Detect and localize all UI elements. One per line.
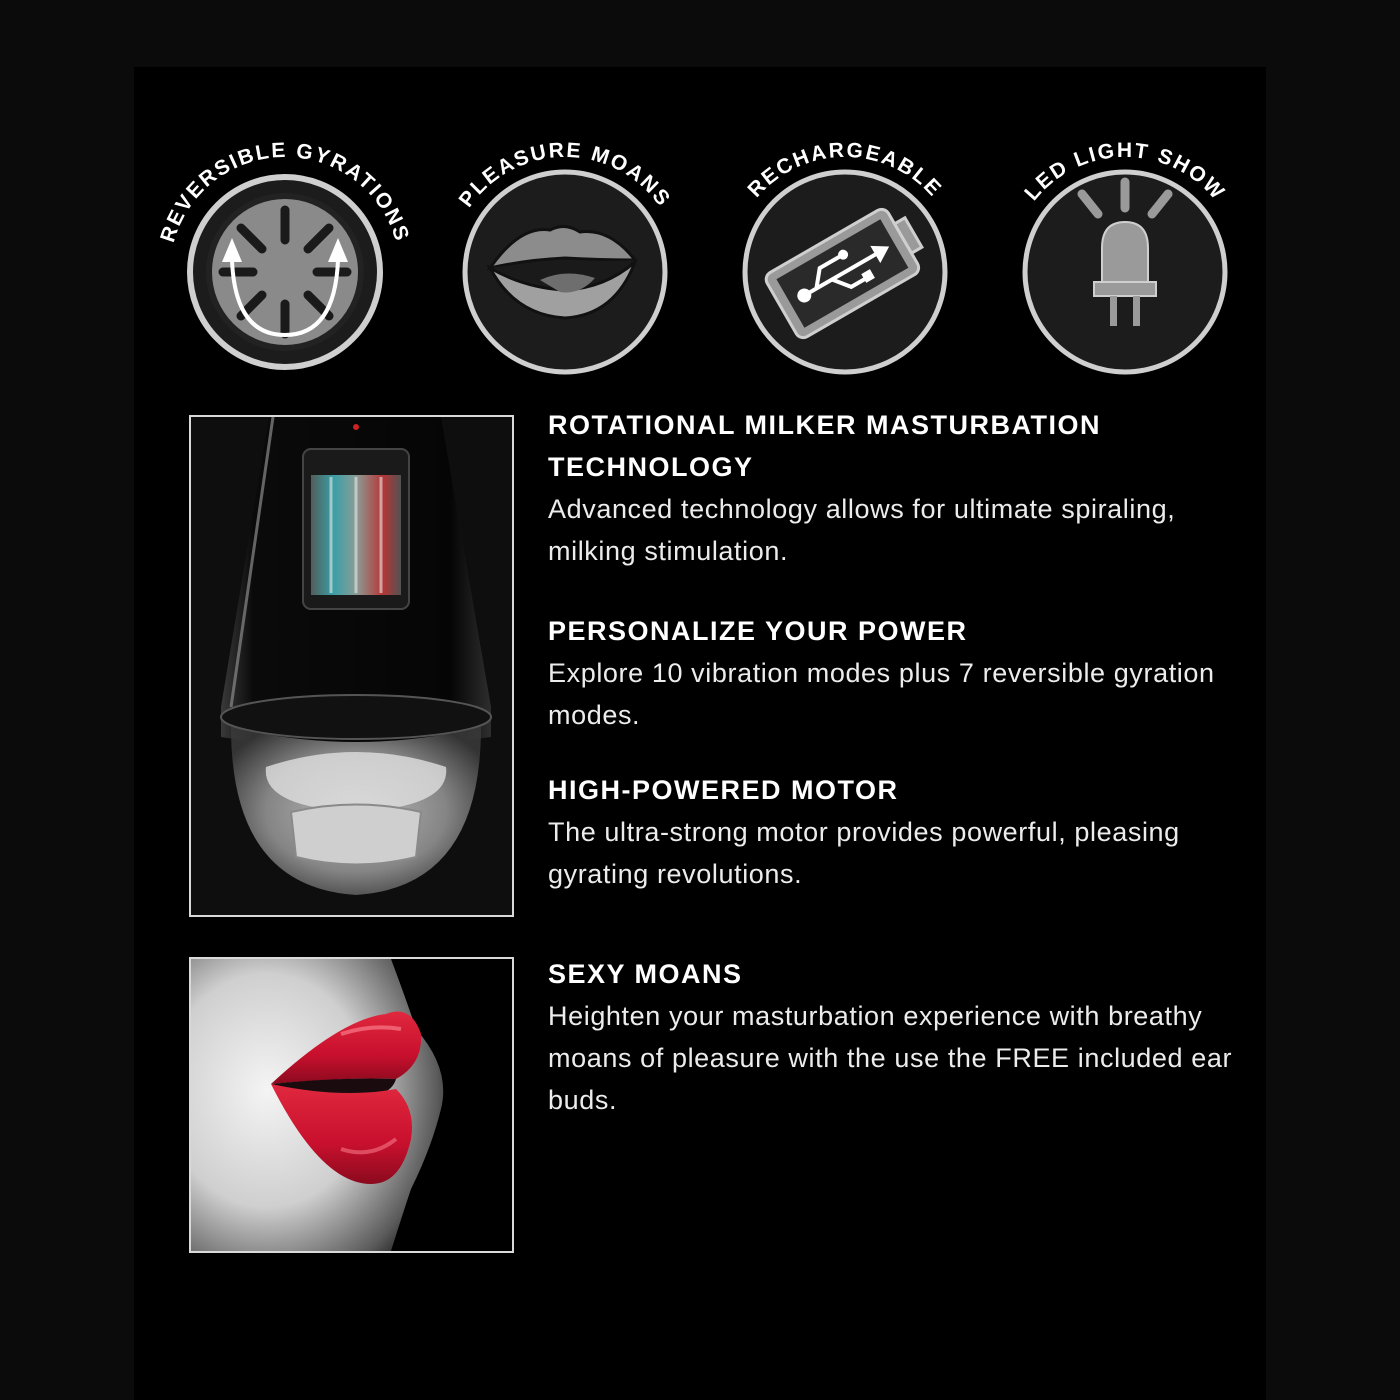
feature-badges <box>0 0 1400 400</box>
feature-item <box>548 769 1248 895</box>
badge-ring <box>140 110 430 380</box>
feature-body: Explore 10 vibration modes plus 7 reversible gyration modes. <box>548 658 1215 730</box>
product-photo <box>189 415 514 917</box>
badge-label: PLEASURE MOANS <box>454 138 676 212</box>
feature-item <box>548 953 1248 1121</box>
red-lips-photo <box>189 957 514 1253</box>
badge-rechargeable <box>700 110 990 380</box>
badge-reversible-gyrations <box>140 110 430 380</box>
feature-title: HIGH-POWERED MOTOR <box>548 775 899 805</box>
badge-label: LED LIGHT SHOW <box>1020 138 1230 205</box>
badge-label: RECHARGEABLE <box>743 138 947 202</box>
feature-item <box>548 404 1248 572</box>
badge-label: REVERSIBLE GYRATIONS <box>156 138 414 246</box>
feature-item <box>548 610 1248 736</box>
feature-title: ROTATIONAL MILKER MASTURBATION TECHNOLOGY <box>548 410 1101 482</box>
feature-body: The ultra-strong motor provides powerful, pleasing gyrating revolutions. <box>548 817 1180 889</box>
badge-pleasure-moans <box>420 110 710 380</box>
feature-title: PERSONALIZE YOUR POWER <box>548 616 968 646</box>
feature-body: Heighten your masturbation experience with breathy moans of pleasure with the use the FREE included ear buds. <box>548 1001 1233 1115</box>
feature-body: Advanced technology allows for ultimate spiraling, milking stimulation. <box>548 494 1176 566</box>
feature-title: SEXY MOANS <box>548 959 743 989</box>
badge-led-light-show <box>980 110 1270 380</box>
